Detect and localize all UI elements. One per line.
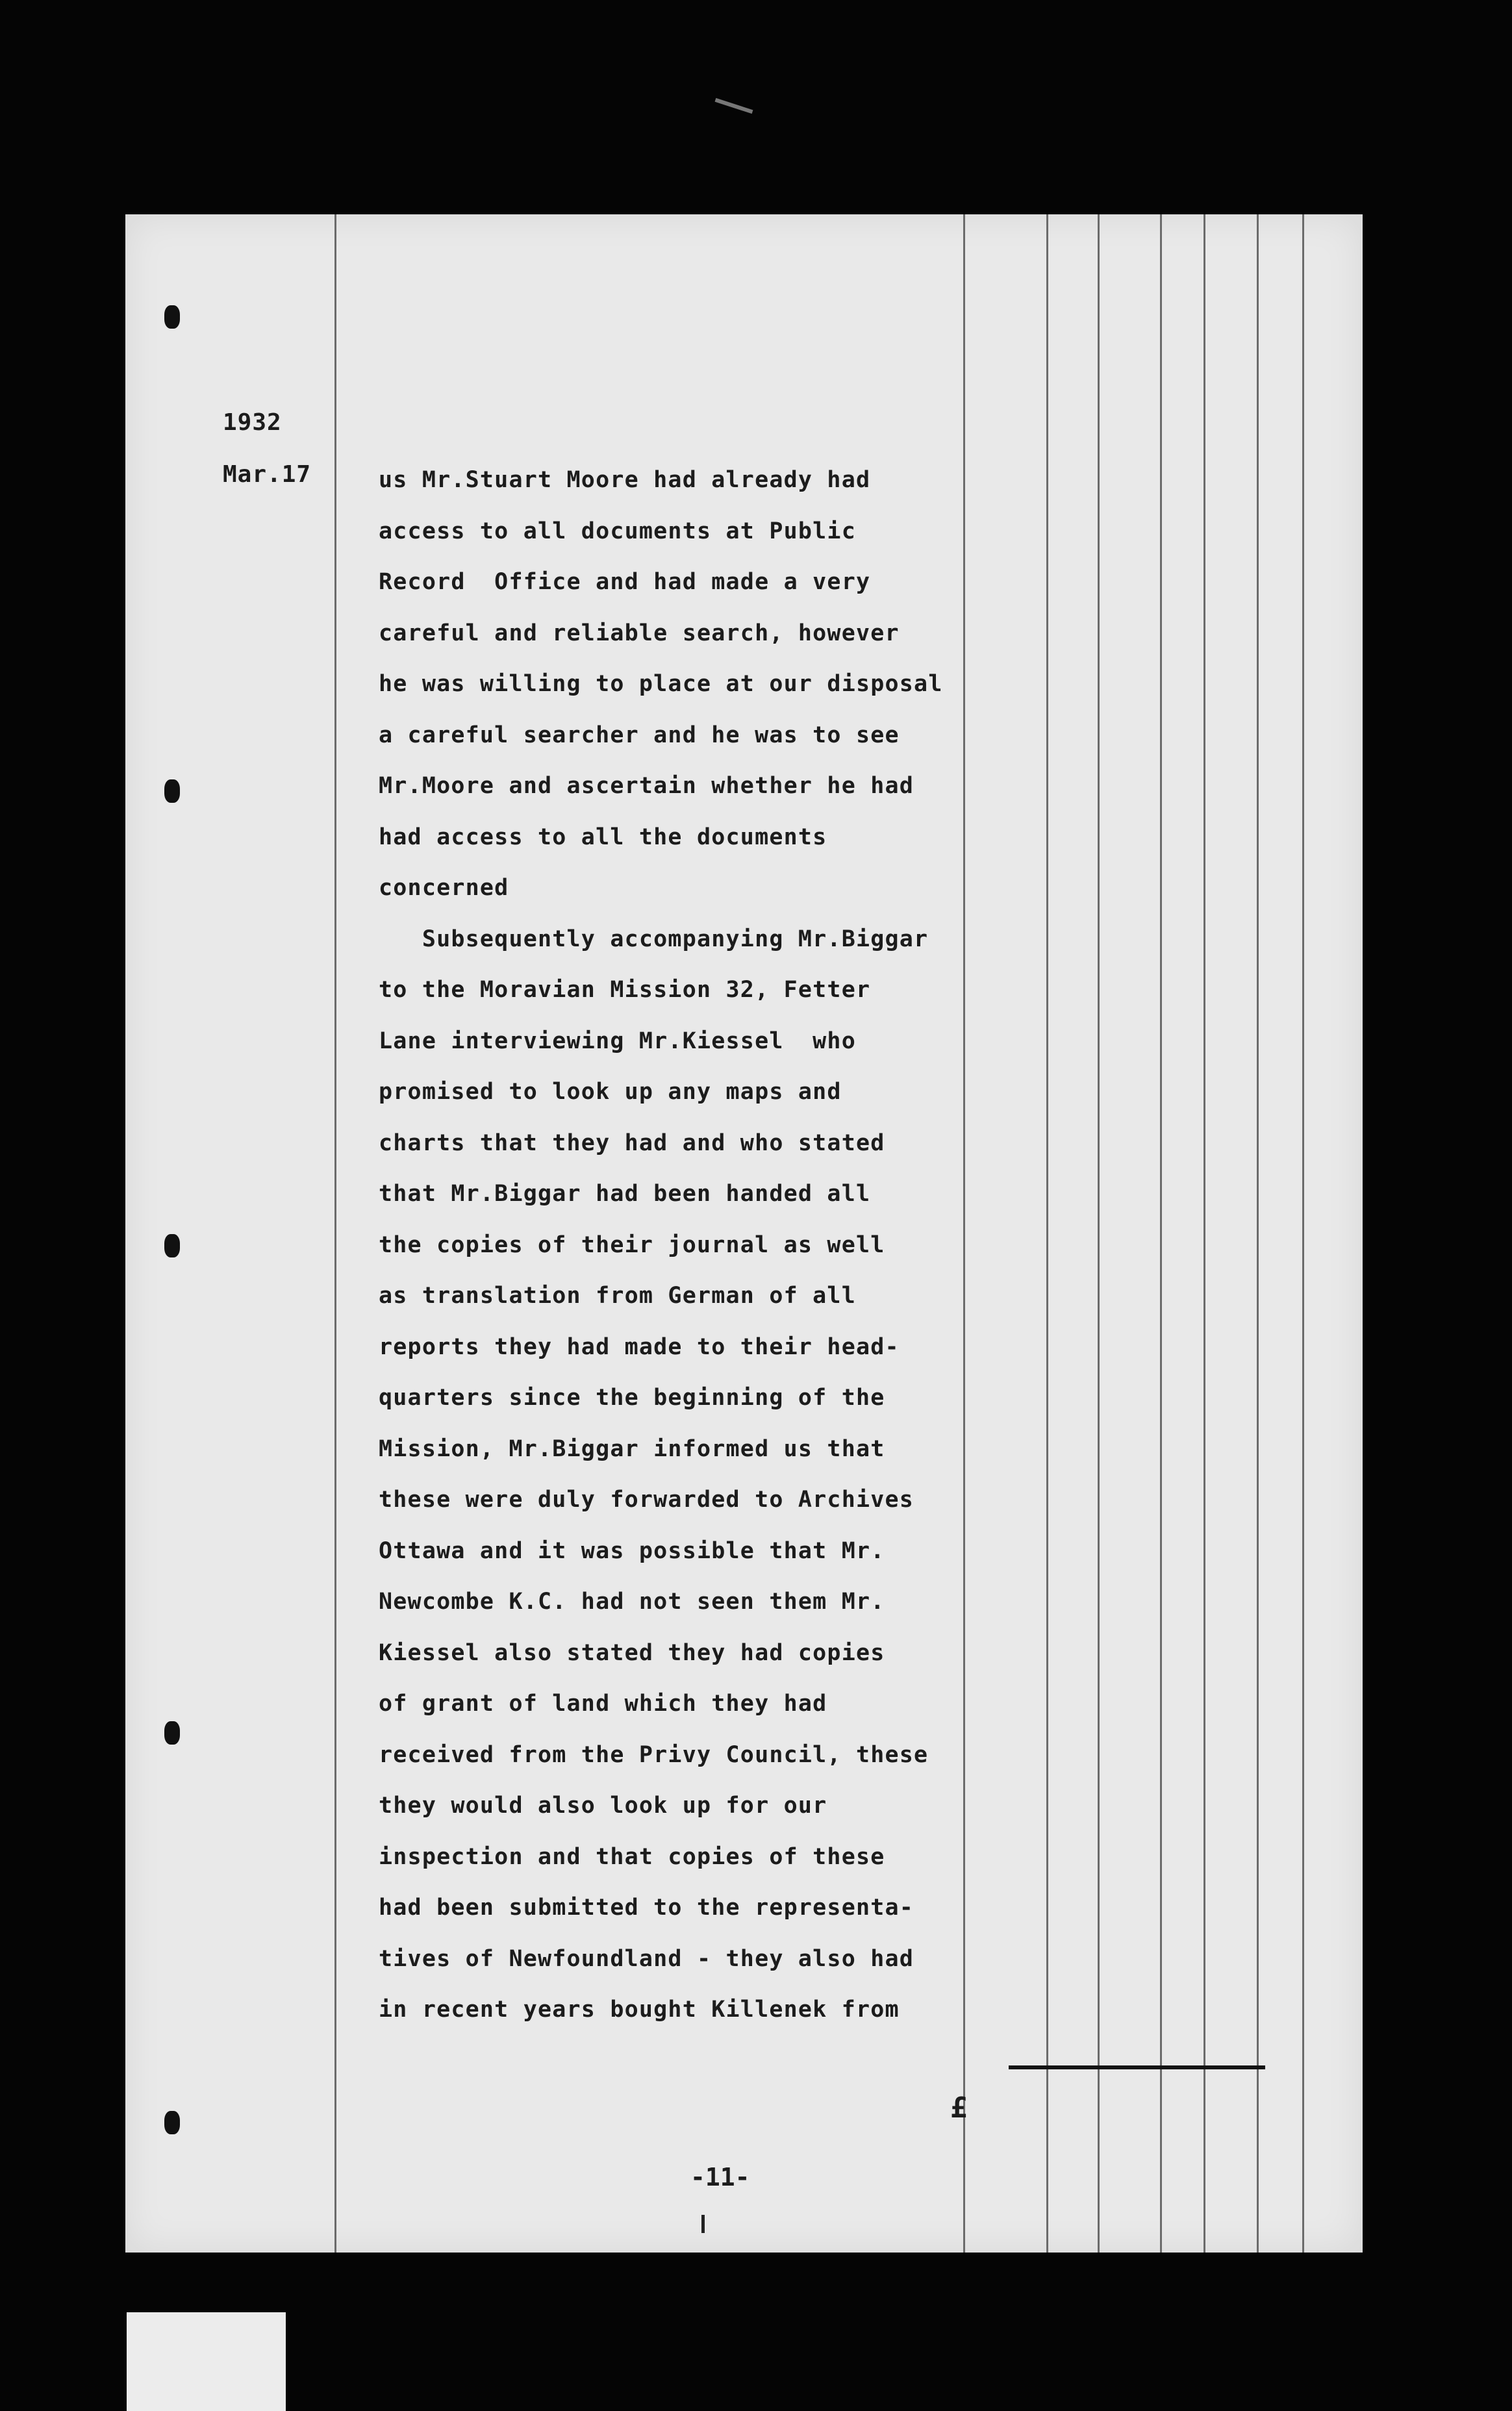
- text-line: tives of Newfoundland - they also had: [379, 1945, 914, 1972]
- column-rule: [1203, 214, 1205, 2253]
- text-line: careful and reliable search, however: [379, 620, 900, 646]
- pencil-tick: [701, 2215, 705, 2233]
- text-line: as translation from German of all: [379, 1283, 856, 1309]
- text-line: had access to all the documents: [379, 824, 827, 850]
- binding-hole: [164, 779, 180, 803]
- text-line: that Mr.Biggar had been handed all: [379, 1181, 871, 1207]
- text-line: of grant of land which they had: [379, 1691, 827, 1717]
- pound-mark: £: [950, 2091, 968, 2125]
- binding-hole: [164, 2111, 180, 2134]
- text-line: the copies of their journal as well: [379, 1231, 885, 1258]
- text-line: to the Moravian Mission 32, Fetter: [379, 977, 871, 1003]
- film-label-card: [127, 2312, 286, 2411]
- text-line: a careful searcher and he was to see: [379, 722, 900, 748]
- column-rule: [1257, 214, 1259, 2253]
- text-line: Mr.Moore and ascertain whether he had: [379, 773, 914, 799]
- total-rule: [1009, 2065, 1265, 2069]
- binding-hole: [164, 1234, 180, 1257]
- year-label: 1932: [223, 409, 282, 436]
- binding-hole: [164, 305, 180, 329]
- text-line: Kiessel also stated they had copies: [379, 1639, 885, 1666]
- text-line: he was willing to place at our disposal: [379, 671, 943, 697]
- text-line: us Mr.Stuart Moore had already had: [379, 467, 871, 493]
- text-line: had been submitted to the representa-: [379, 1895, 914, 1921]
- page-number: -11-: [690, 2163, 750, 2191]
- document-page: [125, 214, 1363, 2253]
- text-line: Ottawa and it was possible that Mr.: [379, 1537, 885, 1564]
- column-rule: [1160, 214, 1162, 2253]
- text-line: Mission, Mr.Biggar informed us that: [379, 1435, 885, 1462]
- binding-hole: [164, 1721, 180, 1745]
- text-line: these were duly forwarded to Archives: [379, 1487, 914, 1513]
- text-line: inspection and that copies of these: [379, 1843, 885, 1870]
- text-line: Lane interviewing Mr.Kiessel who: [379, 1028, 856, 1054]
- date-label: Mar.17: [223, 461, 312, 488]
- film-scratch: [715, 98, 753, 114]
- text-line: promised to look up any maps and: [379, 1079, 842, 1105]
- text-line: Record Office and had made a very: [379, 569, 871, 595]
- text-line: Subsequently accompanying Mr.Biggar: [379, 926, 929, 952]
- typed-text-body: [379, 455, 1106, 2036]
- text-line: concerned: [379, 875, 509, 901]
- text-line: access to all documents at Public: [379, 518, 856, 544]
- text-line: in recent years bought Killenek from: [379, 1997, 900, 2023]
- text-line: they would also look up for our: [379, 1793, 827, 1819]
- text-line: charts that they had and who stated: [379, 1130, 885, 1156]
- text-line: Newcombe K.C. had not seen them Mr.: [379, 1589, 885, 1615]
- column-rule: [1302, 214, 1304, 2253]
- margin-rule: [334, 214, 336, 2253]
- text-line: received from the Privy Council, these: [379, 1741, 929, 1768]
- text-line: quarters since the beginning of the: [379, 1385, 885, 1411]
- text-line: reports they had made to their head-: [379, 1333, 900, 1360]
